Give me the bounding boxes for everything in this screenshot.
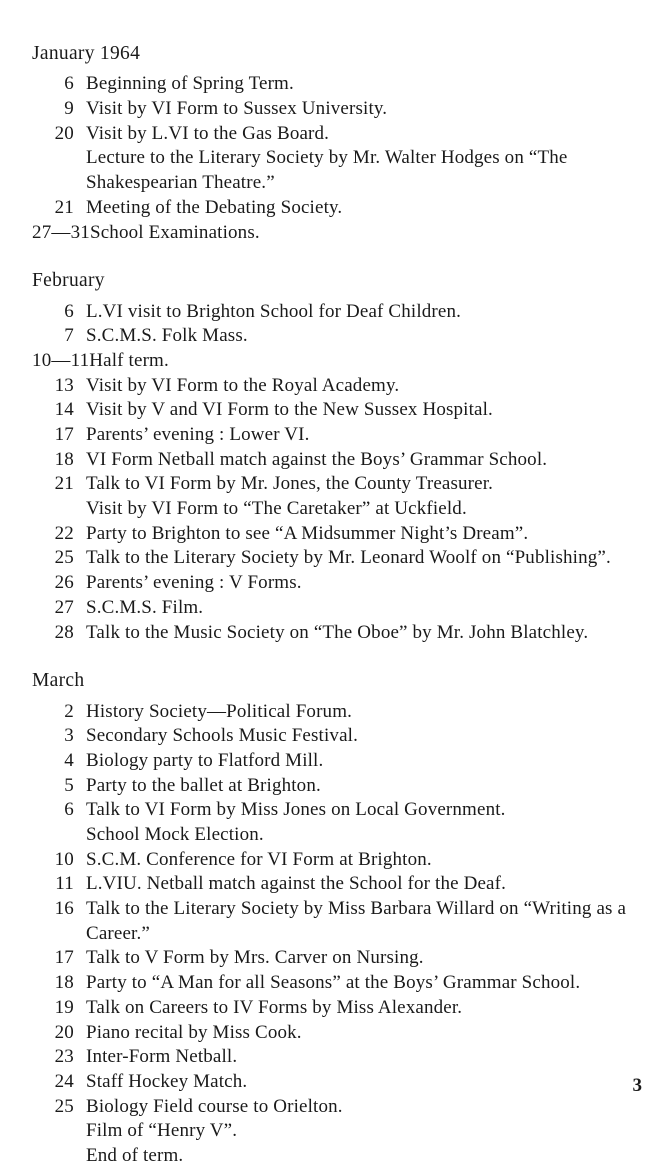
calendar-entry xyxy=(32,1045,646,1070)
entry-date: 6 xyxy=(64,799,74,821)
entry-date: 17 xyxy=(54,424,74,446)
entry-text: Party to Brighton to see “A Midsummer Night’s Dream”. xyxy=(86,522,529,544)
calendar-entry xyxy=(32,1144,646,1169)
entry-text: Talk to VI Form by Mr. Jones, the County Treasurer. xyxy=(86,473,494,495)
month-block xyxy=(32,669,646,1168)
entry-text: Talk to VI Form by Miss Jones on Local Government. xyxy=(86,799,506,821)
calendar-entry xyxy=(32,749,646,774)
calendar-entry xyxy=(32,1070,646,1095)
entry-text: Biology party to Flatford Mill. xyxy=(86,749,324,771)
entry-text: Visit by VI Form to Sussex University. xyxy=(86,98,388,120)
calendar-entry xyxy=(32,349,646,374)
entry-date: 21 xyxy=(54,196,74,218)
entry-date: 27 xyxy=(54,596,74,618)
calendar-entry xyxy=(32,1119,646,1144)
entry-date: 7 xyxy=(64,325,74,347)
entry-text: Parents’ evening : V Forms. xyxy=(86,572,302,594)
calendar-entry xyxy=(32,596,646,621)
month-block xyxy=(32,269,646,645)
entry-date: 2 xyxy=(64,700,74,722)
entry-text: S.C.M.S. Folk Mass. xyxy=(86,325,248,347)
entry-date: 11 xyxy=(55,873,74,895)
entry-date: 19 xyxy=(54,996,74,1018)
entry-text: Talk to the Literary Society by Mr. Leonard Woolf on “Publishing”. xyxy=(86,547,611,569)
entry-text: School Mock Election. xyxy=(86,824,264,846)
calendar-entry xyxy=(32,1095,646,1120)
entry-date: 6 xyxy=(64,300,74,322)
calendar-entry xyxy=(32,848,646,873)
entry-date: 10 xyxy=(54,848,74,870)
entry-text: Visit by L.VI to the Gas Board. xyxy=(86,122,330,144)
calendar-entry xyxy=(32,872,646,897)
entry-text: Visit by VI Form to the Royal Academy. xyxy=(86,374,400,396)
entry-date: 25 xyxy=(54,547,74,569)
entry-date: 28 xyxy=(54,621,74,643)
entry-date: 21 xyxy=(54,473,74,495)
entry-date: 22 xyxy=(54,522,74,544)
entry-text: S.C.M.S. Film. xyxy=(86,596,204,618)
entry-text: Parents’ evening : Lower VI. xyxy=(86,424,310,446)
calendar-entry xyxy=(32,324,646,349)
month-heading: January 1964 xyxy=(32,43,141,64)
entry-date: 5 xyxy=(64,774,74,796)
calendar-entry xyxy=(32,97,646,122)
entry-list xyxy=(32,700,646,1169)
entry-date: 25 xyxy=(54,1095,74,1117)
calendar-entry xyxy=(32,996,646,1021)
entry-text: Party to the ballet at Brighton. xyxy=(86,774,321,796)
entry-date: 6 xyxy=(64,73,74,95)
entry-text: Talk on Careers to IV Forms by Miss Alexander. xyxy=(86,996,463,1018)
entry-text: Staff Hockey Match. xyxy=(86,1070,248,1092)
calendar-entry xyxy=(32,1021,646,1046)
calendar-entry xyxy=(32,621,646,646)
entry-text: Meeting of the Debating Society. xyxy=(86,196,343,218)
calendar-entry xyxy=(32,971,646,996)
entry-date: 14 xyxy=(54,399,74,421)
calendar-entry xyxy=(32,146,646,195)
entry-date: 3 xyxy=(64,725,74,747)
calendar-entry xyxy=(32,398,646,423)
entry-date: 18 xyxy=(54,972,74,994)
calendar-entry xyxy=(32,374,646,399)
calendar-entry xyxy=(32,571,646,596)
entry-text: Party to “A Man for all Seasons” at the Boys’ Grammar School. xyxy=(86,972,581,994)
calendar-entry xyxy=(32,72,646,97)
entry-date: 26 xyxy=(54,572,74,594)
entry-date: 9 xyxy=(64,98,74,120)
calendar-entry xyxy=(32,546,646,571)
entry-date: 20 xyxy=(54,1021,74,1043)
calendar-entry xyxy=(32,300,646,325)
entry-text: Biology Field course to Orielton. xyxy=(86,1095,343,1117)
entry-text: Film of “Henry V”. xyxy=(86,1120,238,1142)
calendar-entry xyxy=(32,472,646,497)
month-heading: February xyxy=(32,270,105,292)
entry-text: History Society—Political Forum. xyxy=(86,700,353,722)
entry-text: Piano recital by Miss Cook. xyxy=(86,1021,302,1043)
calendar-entry xyxy=(32,700,646,725)
calendar-content xyxy=(32,42,646,1171)
entry-text: Visit by V and VI Form to the New Sussex Hospital. xyxy=(86,399,493,421)
calendar-entry xyxy=(32,522,646,547)
entry-text: Beginning of Spring Term. xyxy=(86,73,294,95)
calendar-entry xyxy=(32,798,646,823)
entry-text: End of term. xyxy=(86,1144,184,1166)
calendar-entry xyxy=(32,423,646,448)
calendar-entry xyxy=(32,448,646,473)
calendar-entry xyxy=(32,823,646,848)
entry-text: Talk to the Literary Society by Miss Barbara Willard on “Writing as a Career.” xyxy=(86,898,627,944)
calendar-entry xyxy=(32,196,646,221)
entry-list xyxy=(32,300,646,646)
calendar-entry xyxy=(32,122,646,147)
calendar-entry xyxy=(32,724,646,749)
entry-date: 18 xyxy=(54,448,74,470)
entry-text: L.VIU. Netball match against the School for the Deaf. xyxy=(86,873,507,895)
entry-date: 13 xyxy=(54,374,74,396)
calendar-entry xyxy=(32,774,646,799)
entry-date: 20 xyxy=(54,122,74,144)
entry-date: 10—11 xyxy=(32,349,90,371)
entry-date: 27—31 xyxy=(32,221,90,243)
entry-date: 17 xyxy=(54,947,74,969)
calendar-entry xyxy=(32,897,646,946)
entry-text: VI Form Netball match against the Boys’ Grammar School. xyxy=(86,448,548,470)
entry-text: School Examinations. xyxy=(90,221,260,243)
entry-text: L.VI visit to Brighton School for Deaf Children. xyxy=(86,300,462,322)
month-heading: March xyxy=(32,670,85,692)
entry-text: Talk to V Form by Mrs. Carver on Nursing. xyxy=(86,947,424,969)
entry-text: S.C.M. Conference for VI Form at Brighton. xyxy=(86,848,432,870)
entry-date: 23 xyxy=(54,1046,74,1068)
entry-text: Inter-Form Netball. xyxy=(86,1046,238,1068)
entry-date: 24 xyxy=(54,1070,74,1092)
calendar-entry xyxy=(32,946,646,971)
entry-text: Talk to the Music Society on “The Oboe” by Mr. John Blatchley. xyxy=(86,621,589,643)
entry-date: 16 xyxy=(54,898,74,920)
entry-text: Half term. xyxy=(89,349,169,371)
entry-text: Lecture to the Literary Society by Mr. Walter Hodges on “The Shakespearian Theatre.” xyxy=(86,147,568,194)
entry-text: Secondary Schools Music Festival. xyxy=(86,725,358,747)
entry-text: Visit by VI Form to “The Caretaker” at Uckfield. xyxy=(86,498,467,520)
calendar-entry xyxy=(32,221,646,246)
entry-date: 4 xyxy=(64,749,74,771)
calendar-entry xyxy=(32,497,646,522)
month-block xyxy=(32,42,646,245)
page-number: 3 xyxy=(632,1075,642,1096)
entry-list xyxy=(32,72,646,245)
